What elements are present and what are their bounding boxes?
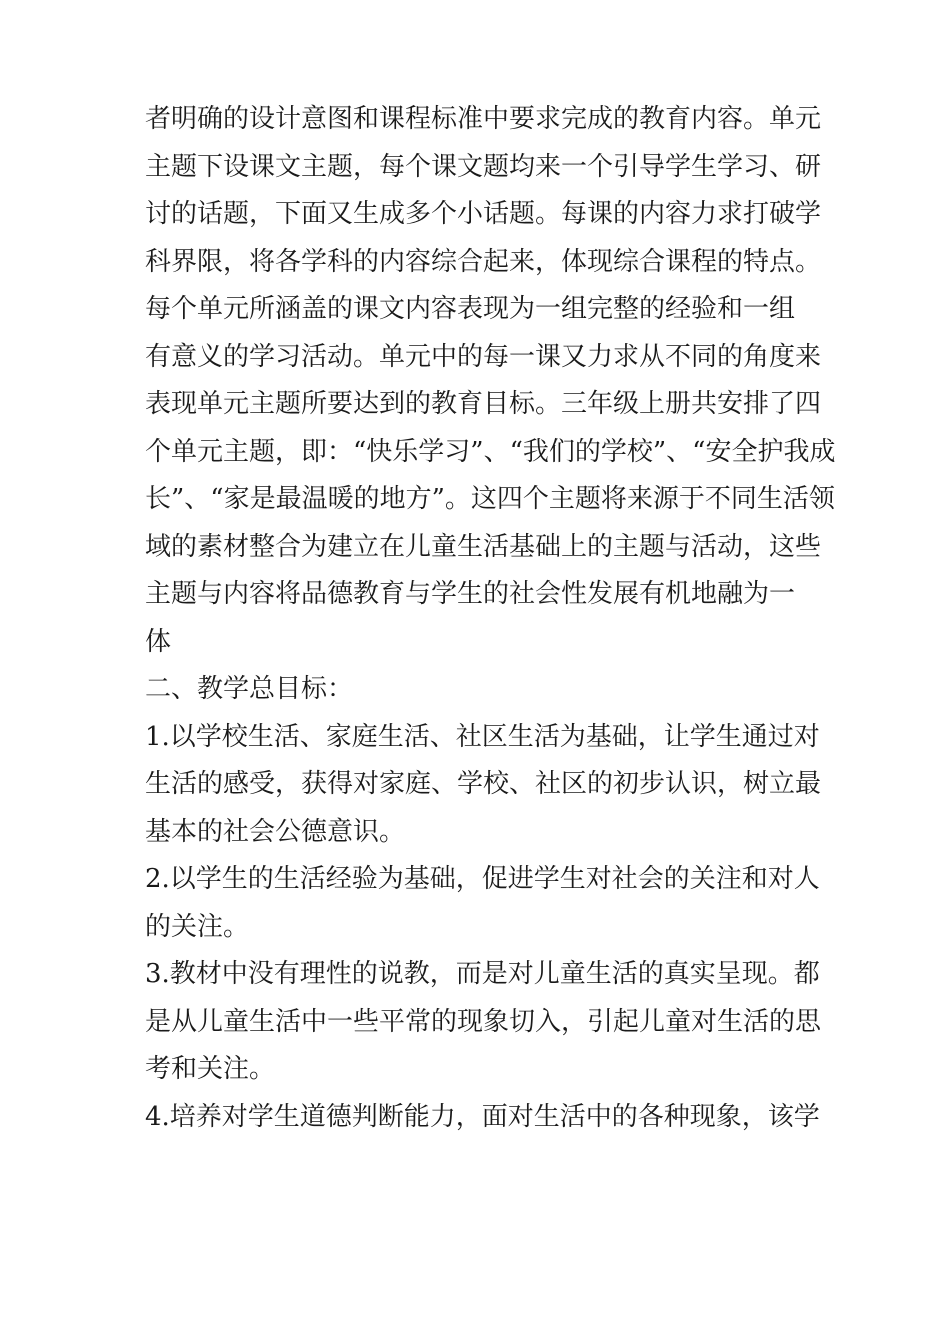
text-line: 域的素材整合为建立在儿童生活基础上的主题与活动，这些 xyxy=(145,531,822,562)
text-line: 主题下设课文主题，每个课文题均来一个引导学生学习、研 xyxy=(145,151,822,182)
list-item: 2.以学生的生活经验为基础，促进学生对社会的关注和对人 xyxy=(145,864,820,894)
text-line: 是从儿童生活中一些平常的现象切入，引起儿童对生活的思 xyxy=(145,1006,822,1037)
text-line: 体 xyxy=(145,626,172,657)
text-line: 有意义的学习活动。单元中的每一课又力求从不同的角度来 xyxy=(145,341,822,372)
text-line: 者明确的设计意图和课程标准中要求完成的教育内容。单元 xyxy=(145,104,822,134)
text-line: 个单元主题，即：“快乐学习”、“我们的学校”、“安全护我成 xyxy=(145,436,836,467)
text-line: 讨的话题，下面又生成多个小话题。每课的内容力求打破学 xyxy=(145,199,822,229)
text-line: 表现单元主题所要达到的教育目标。三年级上册共安排了四 xyxy=(145,389,822,419)
text-line: 生活的感受，获得对家庭、学校、社区的初步认识，树立最 xyxy=(145,769,822,799)
text-line: 每个单元所涵盖的课文内容表现为一组完整的经验和一组 xyxy=(145,294,796,324)
text-line: 考和关注。 xyxy=(145,1054,276,1084)
text-line: 长”、“家是最温暖的地方”。这四个主题将来源于不同生活领 xyxy=(145,484,835,514)
text-line: 的关注。 xyxy=(145,911,250,942)
list-item: 1.以学校生活、家庭生活、社区生活为基础，让学生通过对 xyxy=(145,721,820,752)
section-heading: 二、教学总目标： xyxy=(145,674,354,704)
body-text xyxy=(145,96,836,1141)
text-line: 科界限，将各学科的内容综合起来，体现综合课程的特点。 xyxy=(145,246,822,277)
text-line: 主题与内容将品德教育与学生的社会性发展有机地融为一 xyxy=(145,579,796,609)
list-item: 3.教材中没有理性的说教，而是对儿童生活的真实呈现。都 xyxy=(145,959,820,989)
list-item: 4.培养对学生道德判断能力，面对生活中的各种现象，该学 xyxy=(145,1101,820,1132)
text-line: 基本的社会公德意识。 xyxy=(145,816,406,847)
